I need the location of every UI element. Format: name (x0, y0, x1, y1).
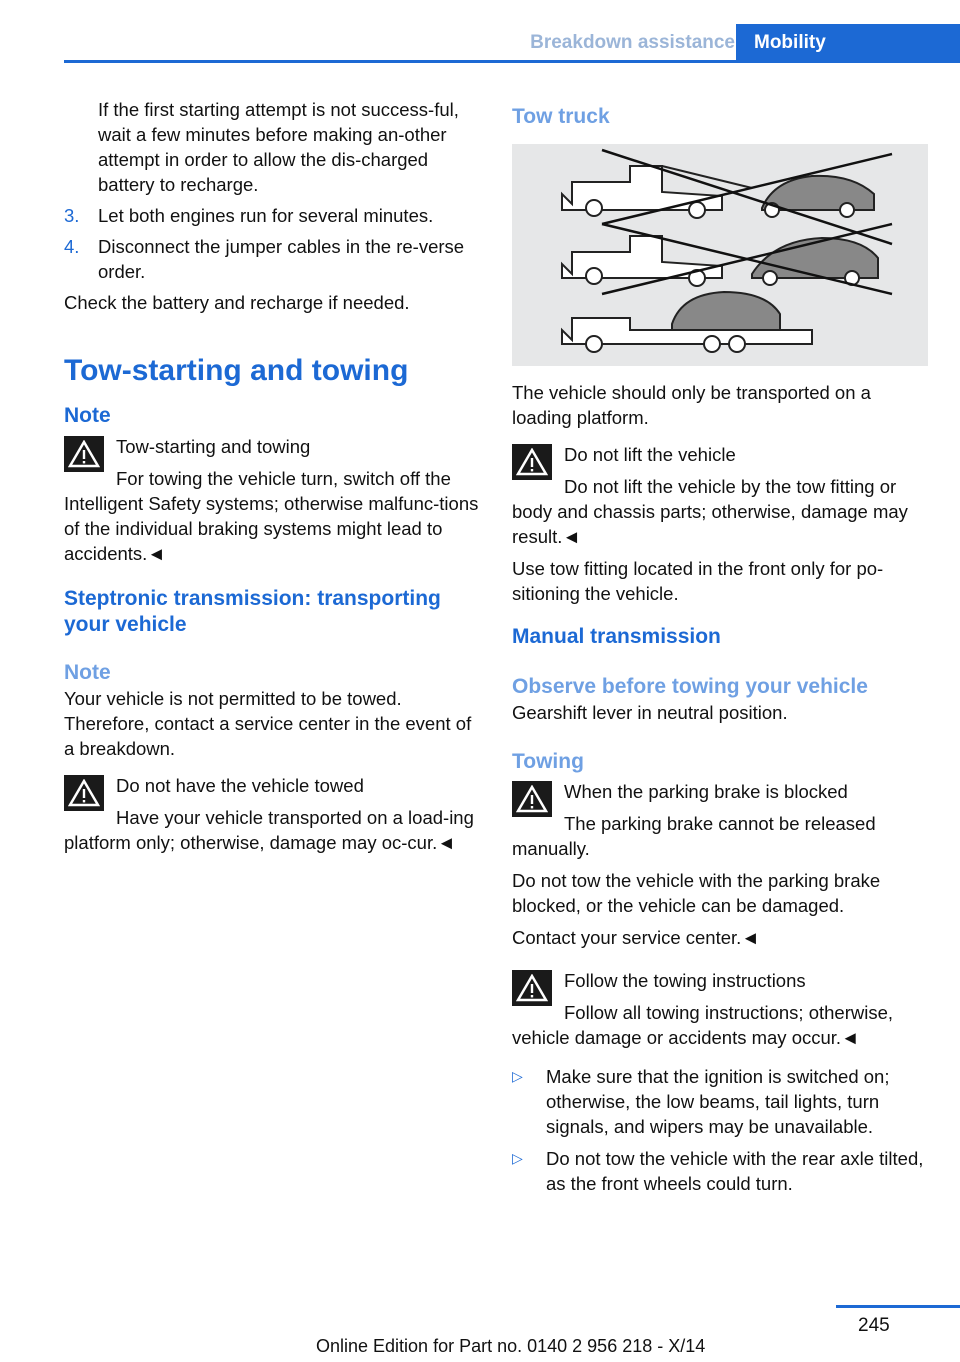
warning-towing-instructions (512, 968, 930, 1050)
step-number: 4. (64, 236, 80, 257)
footer-rule (836, 1305, 960, 1308)
bullet-item (512, 1146, 930, 1196)
warning-triangle-icon (512, 444, 552, 480)
section-heading: Tow-starting and towing (64, 354, 409, 387)
continued-paragraph: If the first starting attempt is not success-ful, wait a few minutes before making an-other attempt in order to allow the dis-charged battery to recharge. (98, 99, 459, 195)
note-heading: Note (64, 404, 111, 427)
warning-title: Do not lift the vehicle (564, 444, 736, 465)
footer-edition: Online Edition for Part no. 0140 2 956 218 - X/14 (316, 1336, 706, 1356)
warning-tow-starting (64, 434, 482, 566)
warning-body: Follow all towing instructions; otherwise, vehicle damage or accidents may occur.◄ (512, 1002, 894, 1048)
tow-truck-illustration (512, 144, 928, 366)
tow-truck-heading: Tow truck (512, 105, 610, 128)
warning-title: Tow-starting and towing (116, 436, 311, 457)
warning-body: The parking brake cannot be released manually. (512, 813, 876, 859)
right-column (512, 100, 930, 1196)
warning-title: Do not have the vehicle towed (116, 775, 364, 796)
step-3 (64, 203, 482, 228)
bullet-arrow-icon: ▷ (512, 1150, 523, 1166)
gearshift-text: Gearshift lever in neutral position. (512, 702, 788, 723)
warning-do-not-tow (64, 773, 482, 855)
observe-heading: Observe before towing your vehicle (512, 675, 868, 698)
tow-fitting-text: Use tow fitting located in the front only for po-sitioning the vehicle. (512, 558, 884, 604)
warning-triangle-icon (64, 775, 104, 811)
left-column (64, 100, 482, 855)
transport-text: The vehicle should only be transported on a loading platform. (512, 382, 871, 428)
step-text: Let both engines run for several minutes. (98, 205, 434, 226)
warning-body: Do not lift the vehicle by the tow fitting or body and chassis parts; otherwise, damage may result.◄ (512, 476, 908, 547)
header-rule (64, 60, 960, 63)
bullet-text: Do not tow the vehicle with the rear axle tilted, as the front wheels could turn. (546, 1148, 924, 1194)
battery-check-text: Check the battery and recharge if needed. (64, 292, 410, 313)
warning-triangle-icon (512, 970, 552, 1006)
page-header (64, 24, 960, 62)
step-4 (64, 234, 482, 284)
manual-transmission-heading: Manual transmission (512, 625, 721, 648)
contact-text: Contact your service center.◄ (512, 927, 760, 948)
parking-brake-text: Do not tow the vehicle with the parking brake blocked, or the vehicle can be damaged. (512, 870, 881, 916)
header-chapter-tab: Mobility (736, 24, 960, 62)
steptronic-heading: Steptronic transmission: transporting your vehicle (64, 587, 441, 636)
warning-title: Follow the towing instructions (564, 970, 806, 991)
warning-title: When the parking brake is blocked (564, 781, 848, 802)
page-number: 245 (858, 1315, 890, 1336)
bullet-arrow-icon: ▷ (512, 1068, 523, 1084)
warning-do-not-lift (512, 442, 930, 549)
note-text: Your vehicle is not permitted to be towed. Therefore, contact a service center in the event of a breakdown. (64, 688, 472, 759)
warning-triangle-icon (64, 436, 104, 472)
header-section-title: Breakdown assistance (530, 32, 735, 53)
warning-triangle-icon (512, 781, 552, 817)
warning-body: For towing the vehicle turn, switch off the Intelligent Safety systems; otherwise malfunc-tions of the individual braking systems might lead to accidents.◄ (64, 468, 479, 564)
note-subheading: Note (64, 661, 111, 684)
towing-heading: Towing (512, 750, 584, 773)
step-number: 3. (64, 205, 80, 226)
bullet-text: Make sure that the ignition is switched on; otherwise, the low beams, tail lights, turn signals, and wipers may be unavailable. (546, 1066, 890, 1137)
warning-parking-brake (512, 779, 930, 861)
bullet-item (512, 1064, 930, 1139)
step-text: Disconnect the jumper cables in the re-verse order. (98, 236, 465, 282)
warning-body: Have your vehicle transported on a load-ing platform only; otherwise, damage may oc-cur.◄ (64, 807, 474, 853)
